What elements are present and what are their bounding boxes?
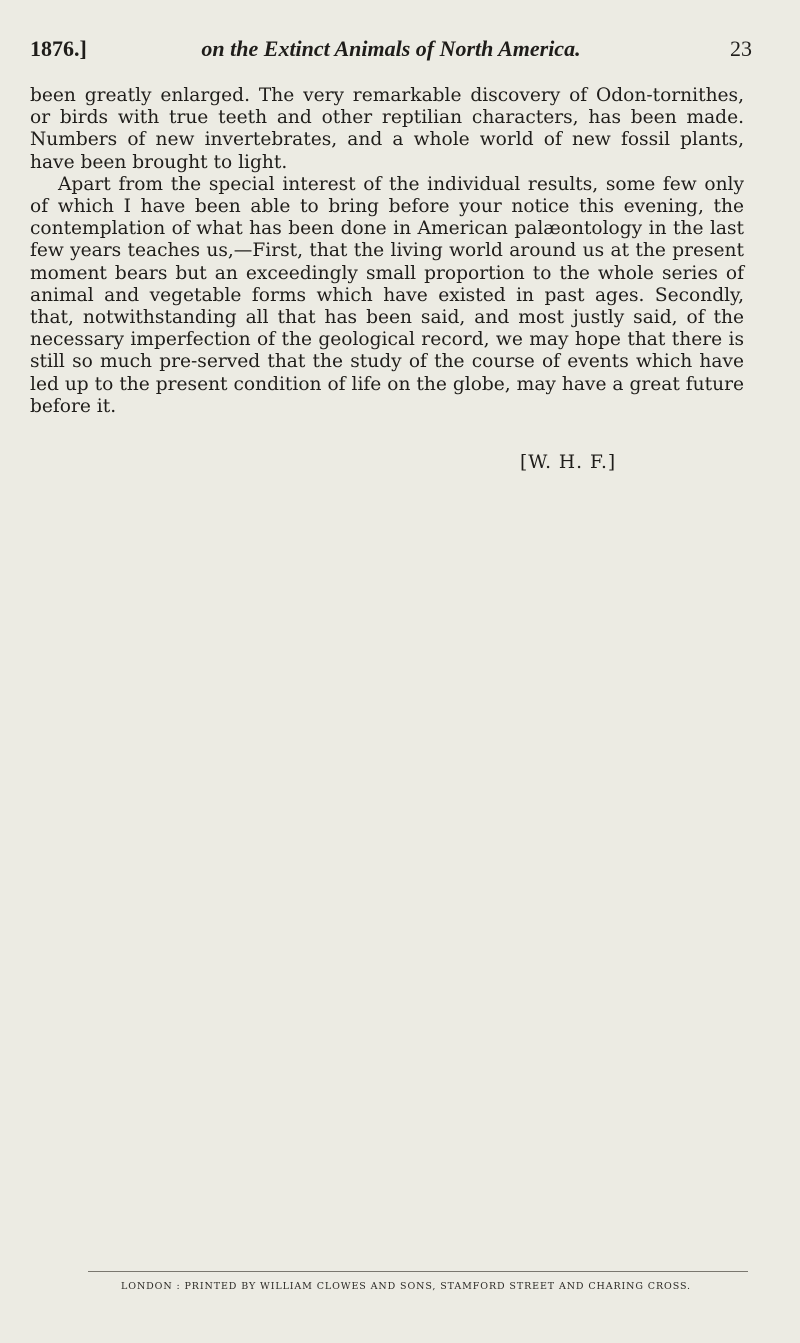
footer-rule bbox=[88, 1271, 748, 1272]
paragraph-2: Apart from the special interest of the individual results, some few only of which I have been able to bring before your notice this evening, the contemplation of what has been done in American palæontology in the last few years teaches us,—First, that the living world around us at the present moment bears but an exceedingly small proportion to the whole series of animal and vegetable forms which have existed in past ages. Secondly, that, notwithstanding all that has been said, and most justly said, of the necessary imperfection of the geological record, we may hope that there is still so much pre-served that the study of the course of events which have led up to the present condition of life on the globe, may have a great future before it. bbox=[30, 173, 744, 417]
page-number: 23 bbox=[730, 36, 752, 61]
paragraph-1: been greatly enlarged. The very remarkable discovery of Odon-tornithes, or birds with true teeth and other reptilian characters, has been made. Numbers of new invertebrates, and a whole world of new fossil plants, have been brought to light. bbox=[30, 85, 744, 173]
running-head bbox=[30, 32, 752, 66]
author-signature: [W. H. F.] bbox=[520, 452, 617, 473]
running-head-title: on the Extinct Animals of North America. bbox=[201, 36, 581, 61]
body-text bbox=[30, 85, 744, 418]
printer-imprint: LONDON : PRINTED BY WILLIAM CLOWES AND SONS, STAMFORD STREET AND CHARING CROSS. bbox=[121, 1281, 691, 1292]
running-head-year: 1876.] bbox=[30, 36, 87, 61]
